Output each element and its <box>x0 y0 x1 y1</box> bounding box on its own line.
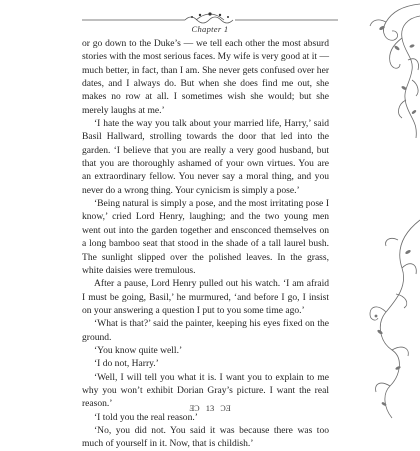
page-number: 13 <box>205 403 215 413</box>
footer-left-ornament: ƎƆ <box>189 404 200 413</box>
paragraph: ‘You know quite well.’ <box>94 344 183 356</box>
chapter-title: Chapter 1 <box>191 24 229 34</box>
paragraph: After a pause, Lord Henry pulled out his watch. ‘I am afraid I must be going, Basil,’ he murmured, ‘and before I go, I insist on your answering a question I put to you some time ago.’ <box>82 278 329 316</box>
paragraph: ‘What is that?’ said the painter, keeping his eyes fixed on the ground. <box>82 318 329 343</box>
corner-vine-ornament-icon <box>342 0 420 150</box>
chapter-body-text <box>82 37 329 451</box>
side-vine-ornament-icon <box>340 220 420 420</box>
paragraph: ‘No, you did not. You said it was because there was too much of yourself in it. Now, that is childish.’ <box>82 424 329 450</box>
paragraph: or go down to the Duke’s — we tell each other the most absurd stories with the most serious faces. My wife is very good at it — much better, in fact, than I am. She never gets confused over her dates, and I always do. But when she does find me out, she makes no row at all. I sometimes wish she would; but she merely laughs at me.’ <box>82 38 329 116</box>
paragraph: ‘Being natural is simply a pose, and the most irritating pose I know,’ cried Lord Henry, laughing; and the two young men went out into the garden together and ensconced themselves on a long bamboo seat that stood in the shade of a tall laurel bush. The sunlight slipped over the polished leaves. In the grass, white daisies were tremulous. <box>82 198 329 276</box>
paragraph: ‘Well, I will tell you what it is. I want you to explain to me why you won’t exhibit Dorian Gray’s picture. I want the real reason.’ <box>82 371 329 410</box>
footer-right-ornament: ƆƎ <box>220 404 231 413</box>
page-footer <box>0 403 420 413</box>
paragraph: ‘I hate the way you talk about your married life, Harry,’ said Basil Hallward, strolling towards the door that led into the garden. ‘I believe that you are really a very good husband, but that you are thoroughly ashamed of your own virtues. You are an extraordinary fellow. You never say a moral thing, and you never do a wrong thing. Your cynicism is simply a pose.’ <box>82 118 329 196</box>
paragraph: ‘I do not, Harry.’ <box>94 358 159 370</box>
paragraph: ‘I told you the real reason.’ <box>94 411 198 423</box>
